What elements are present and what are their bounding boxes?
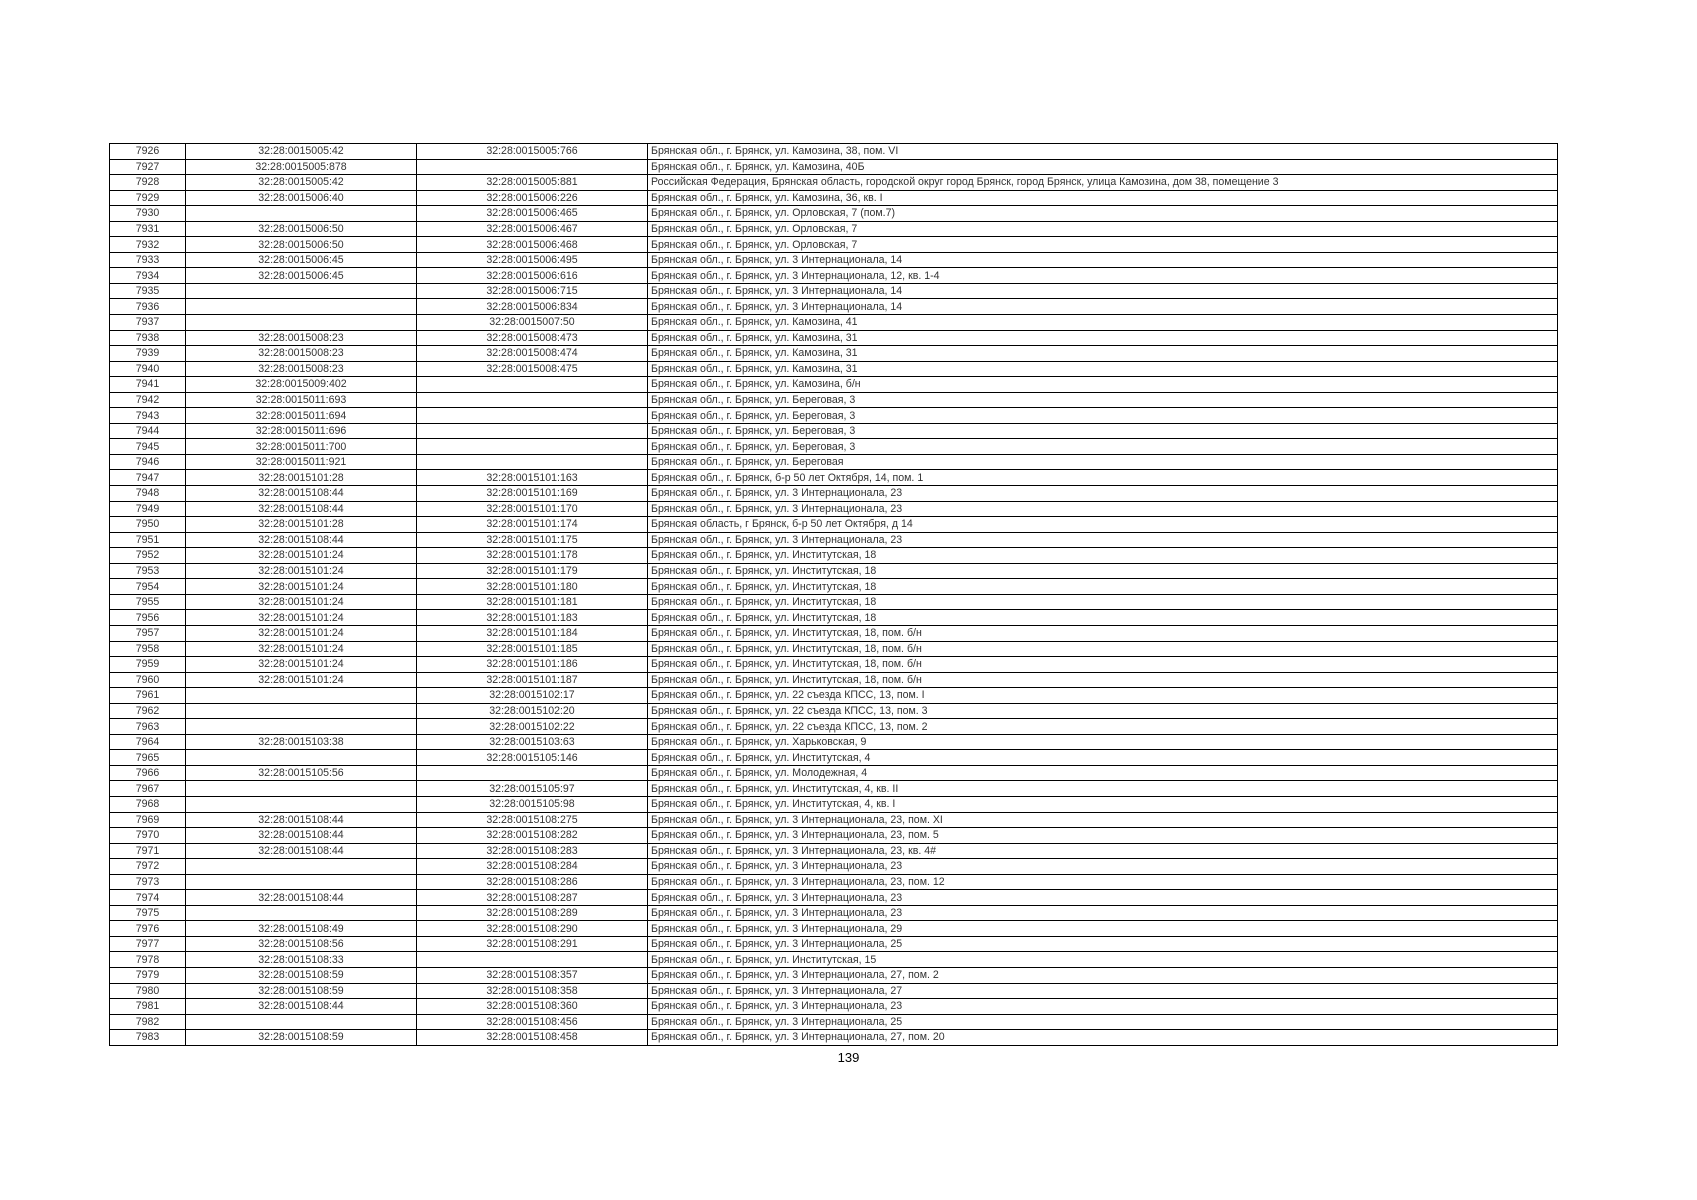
address-cell: Брянская обл., г. Брянск, ул. Молодежная, 4 bbox=[648, 765, 1558, 781]
row-number-cell: 7978 bbox=[110, 952, 186, 968]
cadastral-number-cell bbox=[186, 781, 417, 797]
row-number-cell: 7964 bbox=[110, 734, 186, 750]
address-cell: Брянская обл., г. Брянск, б-р 50 лет Октября, 14, пом. 1 bbox=[648, 470, 1558, 486]
row-number-cell: 7973 bbox=[110, 874, 186, 890]
table-row bbox=[110, 641, 1558, 657]
table-row bbox=[110, 967, 1558, 983]
object-cadastral-number-cell bbox=[417, 952, 648, 968]
address-cell: Брянская обл., г. Брянск, ул. 3 Интернационала, 27, пом. 2 bbox=[648, 967, 1558, 983]
table-row bbox=[110, 796, 1558, 812]
address-cell: Брянская обл., г. Брянск, ул. Институтская, 18 bbox=[648, 563, 1558, 579]
table-row bbox=[110, 672, 1558, 688]
object-cadastral-number-cell: 32:28:0015006:715 bbox=[417, 283, 648, 299]
address-cell: Брянская обл., г. Брянск, ул. 3 Интернационала, 23 bbox=[648, 905, 1558, 921]
address-cell: Брянская обл., г. Брянск, ул. Береговая, 3 bbox=[648, 392, 1558, 408]
table-row bbox=[110, 625, 1558, 641]
object-cadastral-number-cell: 32:28:0015108:289 bbox=[417, 905, 648, 921]
cadastral-number-cell: 32:28:0015108:59 bbox=[186, 967, 417, 983]
cadastral-number-cell bbox=[186, 283, 417, 299]
address-cell: Брянская обл., г. Брянск, ул. 3 Интернационала, 23 bbox=[648, 532, 1558, 548]
table-row bbox=[110, 563, 1558, 579]
table-row bbox=[110, 221, 1558, 237]
address-cell: Брянская обл., г. Брянск, ул. 3 Интернационала, 27, пом. 20 bbox=[648, 1030, 1558, 1046]
table-row bbox=[110, 408, 1558, 424]
cadastral-number-cell: 32:28:0015009:402 bbox=[186, 377, 417, 393]
table-row bbox=[110, 144, 1558, 160]
cadastral-number-cell: 32:28:0015108:44 bbox=[186, 501, 417, 517]
table-row bbox=[110, 439, 1558, 455]
address-cell: Брянская обл., г. Брянск, ул. 3 Интернационала, 23 bbox=[648, 890, 1558, 906]
row-number-cell: 7956 bbox=[110, 610, 186, 626]
address-cell: Брянская обл., г. Брянск, ул. Камозина, 40Б bbox=[648, 159, 1558, 175]
table-row bbox=[110, 859, 1558, 875]
cadastral-number-cell: 32:28:0015108:44 bbox=[186, 812, 417, 828]
table-row bbox=[110, 905, 1558, 921]
row-number-cell: 7966 bbox=[110, 765, 186, 781]
row-number-cell: 7936 bbox=[110, 299, 186, 315]
address-cell: Брянская обл., г. Брянск, ул. Камозина, 31 bbox=[648, 361, 1558, 377]
object-cadastral-number-cell: 32:28:0015101:174 bbox=[417, 517, 648, 533]
object-cadastral-number-cell: 32:28:0015108:357 bbox=[417, 967, 648, 983]
object-cadastral-number-cell: 32:28:0015006:465 bbox=[417, 206, 648, 222]
object-cadastral-number-cell: 32:28:0015102:20 bbox=[417, 703, 648, 719]
object-cadastral-number-cell: 32:28:0015101:186 bbox=[417, 657, 648, 673]
cadastral-number-cell: 32:28:0015101:24 bbox=[186, 610, 417, 626]
row-number-cell: 7940 bbox=[110, 361, 186, 377]
address-cell: Брянская обл., г. Брянск, ул. 3 Интернационала, 23, пом. 12 bbox=[648, 874, 1558, 890]
object-cadastral-number-cell bbox=[417, 423, 648, 439]
cadastral-number-cell bbox=[186, 703, 417, 719]
address-cell: Брянская обл., г. Брянск, ул. Камозина, 36, кв. I bbox=[648, 190, 1558, 206]
row-number-cell: 7959 bbox=[110, 657, 186, 673]
table-row bbox=[110, 268, 1558, 284]
table-row bbox=[110, 719, 1558, 735]
address-cell: Брянская обл., г. Брянск, ул. Камозина, 31 bbox=[648, 346, 1558, 362]
address-cell: Брянская обл., г. Брянск, ул. 3 Интернационала, 25 bbox=[648, 936, 1558, 952]
cadastral-number-cell: 32:28:0015008:23 bbox=[186, 330, 417, 346]
address-cell: Брянская обл., г. Брянск, ул. Институтская, 4, кв. I bbox=[648, 796, 1558, 812]
cadastral-number-cell: 32:28:0015006:45 bbox=[186, 268, 417, 284]
row-number-cell: 7962 bbox=[110, 703, 186, 719]
cadastral-number-cell: 32:28:0015011:921 bbox=[186, 454, 417, 470]
row-number-cell: 7979 bbox=[110, 967, 186, 983]
address-cell: Брянская обл., г. Брянск, ул. Институтская, 18, пом. б/н bbox=[648, 657, 1558, 673]
cadastral-number-cell: 32:28:0015108:33 bbox=[186, 952, 417, 968]
row-number-cell: 7965 bbox=[110, 750, 186, 766]
address-cell: Брянская обл., г. Брянск, ул. Камозина, 41 bbox=[648, 315, 1558, 331]
table-row bbox=[110, 237, 1558, 253]
object-cadastral-number-cell: 32:28:0015101:163 bbox=[417, 470, 648, 486]
table-row bbox=[110, 750, 1558, 766]
object-cadastral-number-cell: 32:28:0015101:181 bbox=[417, 594, 648, 610]
table-row bbox=[110, 874, 1558, 890]
object-cadastral-number-cell: 32:28:0015006:467 bbox=[417, 221, 648, 237]
object-cadastral-number-cell: 32:28:0015008:473 bbox=[417, 330, 648, 346]
address-cell: Брянская обл., г. Брянск, ул. 3 Интернационала, 23, кв. 4# bbox=[648, 843, 1558, 859]
table-row bbox=[110, 190, 1558, 206]
row-number-cell: 7967 bbox=[110, 781, 186, 797]
registry-sheet bbox=[109, 143, 1557, 1046]
object-cadastral-number-cell: 32:28:0015101:175 bbox=[417, 532, 648, 548]
row-number-cell: 7963 bbox=[110, 719, 186, 735]
object-cadastral-number-cell: 32:28:0015006:226 bbox=[417, 190, 648, 206]
address-cell: Брянская обл., г. Брянск, ул. 3 Интернационала, 23 bbox=[648, 999, 1558, 1015]
table-row bbox=[110, 377, 1558, 393]
object-cadastral-number-cell bbox=[417, 408, 648, 424]
address-cell: Брянская обл., г. Брянск, ул. 3 Интернационала, 23 bbox=[648, 486, 1558, 502]
object-cadastral-number-cell: 32:28:0015103:63 bbox=[417, 734, 648, 750]
cadastral-number-cell bbox=[186, 750, 417, 766]
cadastral-number-cell: 32:28:0015108:44 bbox=[186, 890, 417, 906]
table-row bbox=[110, 175, 1558, 191]
cadastral-number-cell: 32:28:0015006:45 bbox=[186, 252, 417, 268]
cadastral-number-cell: 32:28:0015101:24 bbox=[186, 657, 417, 673]
cadastral-number-cell: 32:28:0015108:44 bbox=[186, 828, 417, 844]
row-number-cell: 7933 bbox=[110, 252, 186, 268]
cadastral-number-cell: 32:28:0015103:38 bbox=[186, 734, 417, 750]
object-cadastral-number-cell bbox=[417, 439, 648, 455]
row-number-cell: 7928 bbox=[110, 175, 186, 191]
object-cadastral-number-cell bbox=[417, 454, 648, 470]
address-cell: Брянская обл., г. Брянск, ул. Камозина, 38, пом. VI bbox=[648, 144, 1558, 160]
row-number-cell: 7958 bbox=[110, 641, 186, 657]
object-cadastral-number-cell: 32:28:0015108:291 bbox=[417, 936, 648, 952]
table-row bbox=[110, 1014, 1558, 1030]
row-number-cell: 7961 bbox=[110, 688, 186, 704]
table-row bbox=[110, 392, 1558, 408]
cadastral-number-cell bbox=[186, 299, 417, 315]
address-cell: Брянская обл., г. Брянск, ул. Институтская, 4 bbox=[648, 750, 1558, 766]
table-row bbox=[110, 454, 1558, 470]
row-number-cell: 7981 bbox=[110, 999, 186, 1015]
cadastral-number-cell bbox=[186, 719, 417, 735]
object-cadastral-number-cell: 32:28:0015005:881 bbox=[417, 175, 648, 191]
row-number-cell: 7954 bbox=[110, 579, 186, 595]
address-cell: Российская Федерация, Брянская область, городской округ город Брянск, город Брянск, улица Камозина, дом 38, помещение 3 bbox=[648, 175, 1558, 191]
address-cell: Брянская обл., г. Брянск, ул. Харьковская, 9 bbox=[648, 734, 1558, 750]
row-number-cell: 7927 bbox=[110, 159, 186, 175]
cadastral-number-cell bbox=[186, 859, 417, 875]
row-number-cell: 7951 bbox=[110, 532, 186, 548]
table-row bbox=[110, 781, 1558, 797]
cadastral-number-cell: 32:28:0015006:50 bbox=[186, 237, 417, 253]
table-row bbox=[110, 470, 1558, 486]
cadastral-number-cell: 32:28:0015108:44 bbox=[186, 532, 417, 548]
table-row bbox=[110, 517, 1558, 533]
row-number-cell: 7934 bbox=[110, 268, 186, 284]
object-cadastral-number-cell: 32:28:0015101:179 bbox=[417, 563, 648, 579]
object-cadastral-number-cell: 32:28:0015101:185 bbox=[417, 641, 648, 657]
row-number-cell: 7969 bbox=[110, 812, 186, 828]
cadastral-number-cell: 32:28:0015108:59 bbox=[186, 983, 417, 999]
address-cell: Брянская обл., г. Брянск, ул. 3 Интернационала, 12, кв. 1-4 bbox=[648, 268, 1558, 284]
table-row bbox=[110, 936, 1558, 952]
registry-table bbox=[109, 143, 1558, 1046]
object-cadastral-number-cell: 32:28:0015005:766 bbox=[417, 144, 648, 160]
object-cadastral-number-cell: 32:28:0015007:50 bbox=[417, 315, 648, 331]
cadastral-number-cell bbox=[186, 905, 417, 921]
cadastral-number-cell: 32:28:0015108:49 bbox=[186, 921, 417, 937]
row-number-cell: 7974 bbox=[110, 890, 186, 906]
object-cadastral-number-cell: 32:28:0015108:458 bbox=[417, 1030, 648, 1046]
object-cadastral-number-cell: 32:28:0015006:834 bbox=[417, 299, 648, 315]
address-cell: Брянская обл., г. Брянск, ул. Орловская, 7 bbox=[648, 221, 1558, 237]
address-cell: Брянская обл., г. Брянск, ул. Институтская, 18, пом. б/н bbox=[648, 641, 1558, 657]
object-cadastral-number-cell: 32:28:0015105:146 bbox=[417, 750, 648, 766]
page-number: 139 bbox=[837, 1050, 860, 1065]
row-number-cell: 7983 bbox=[110, 1030, 186, 1046]
address-cell: Брянская обл., г. Брянск, ул. 3 Интернационала, 23 bbox=[648, 501, 1558, 517]
cadastral-number-cell: 32:28:0015101:24 bbox=[186, 594, 417, 610]
object-cadastral-number-cell: 32:28:0015108:283 bbox=[417, 843, 648, 859]
table-row bbox=[110, 159, 1558, 175]
object-cadastral-number-cell: 32:28:0015101:169 bbox=[417, 486, 648, 502]
row-number-cell: 7975 bbox=[110, 905, 186, 921]
row-number-cell: 7926 bbox=[110, 144, 186, 160]
address-cell: Брянская обл., г. Брянск, ул. Береговая bbox=[648, 454, 1558, 470]
cadastral-number-cell: 32:28:0015008:23 bbox=[186, 346, 417, 362]
address-cell: Брянская обл., г. Брянск, ул. 3 Интернационала, 29 bbox=[648, 921, 1558, 937]
cadastral-number-cell: 32:28:0015005:42 bbox=[186, 175, 417, 191]
object-cadastral-number-cell: 32:28:0015108:286 bbox=[417, 874, 648, 890]
cadastral-number-cell: 32:28:0015101:28 bbox=[186, 517, 417, 533]
address-cell: Брянская обл., г. Брянск, ул. 3 Интернационала, 27 bbox=[648, 983, 1558, 999]
address-cell: Брянская обл., г. Брянск, ул. 3 Интернационала, 14 bbox=[648, 252, 1558, 268]
row-number-cell: 7935 bbox=[110, 283, 186, 299]
table-row bbox=[110, 952, 1558, 968]
row-number-cell: 7944 bbox=[110, 423, 186, 439]
row-number-cell: 7957 bbox=[110, 625, 186, 641]
row-number-cell: 7970 bbox=[110, 828, 186, 844]
address-cell: Брянская обл., г. Брянск, ул. 3 Интернационала, 14 bbox=[648, 283, 1558, 299]
object-cadastral-number-cell: 32:28:0015101:183 bbox=[417, 610, 648, 626]
cadastral-number-cell bbox=[186, 206, 417, 222]
object-cadastral-number-cell: 32:28:0015108:287 bbox=[417, 890, 648, 906]
object-cadastral-number-cell: 32:28:0015105:98 bbox=[417, 796, 648, 812]
row-number-cell: 7939 bbox=[110, 346, 186, 362]
address-cell: Брянская обл., г. Брянск, ул. Камозина, б/н bbox=[648, 377, 1558, 393]
row-number-cell: 7943 bbox=[110, 408, 186, 424]
table-row bbox=[110, 252, 1558, 268]
object-cadastral-number-cell bbox=[417, 159, 648, 175]
row-number-cell: 7950 bbox=[110, 517, 186, 533]
table-row bbox=[110, 532, 1558, 548]
address-cell: Брянская обл., г. Брянск, ул. 3 Интернационала, 23, пом. 5 bbox=[648, 828, 1558, 844]
row-number-cell: 7960 bbox=[110, 672, 186, 688]
cadastral-number-cell: 32:28:0015006:50 bbox=[186, 221, 417, 237]
address-cell: Брянская обл., г. Брянск, ул. Институтская, 15 bbox=[648, 952, 1558, 968]
address-cell: Брянская обл., г. Брянск, ул. 22 съезда КПСС, 13, пом. I bbox=[648, 688, 1558, 704]
row-number-cell: 7929 bbox=[110, 190, 186, 206]
object-cadastral-number-cell: 32:28:0015108:284 bbox=[417, 859, 648, 875]
address-cell: Брянская обл., г. Брянск, ул. Орловская, 7 (пом.7) bbox=[648, 206, 1558, 222]
object-cadastral-number-cell bbox=[417, 377, 648, 393]
cadastral-number-cell: 32:28:0015011:693 bbox=[186, 392, 417, 408]
table-row bbox=[110, 346, 1558, 362]
table-row bbox=[110, 299, 1558, 315]
cadastral-number-cell bbox=[186, 1014, 417, 1030]
table-row bbox=[110, 812, 1558, 828]
table-row bbox=[110, 610, 1558, 626]
table-row bbox=[110, 206, 1558, 222]
object-cadastral-number-cell: 32:28:0015108:360 bbox=[417, 999, 648, 1015]
object-cadastral-number-cell bbox=[417, 765, 648, 781]
table-row bbox=[110, 688, 1558, 704]
cadastral-number-cell: 32:28:0015101:24 bbox=[186, 548, 417, 564]
cadastral-number-cell: 32:28:0015008:23 bbox=[186, 361, 417, 377]
address-cell: Брянская обл., г. Брянск, ул. Институтская, 18, пом. б/н bbox=[648, 625, 1558, 641]
cadastral-number-cell: 32:28:0015108:59 bbox=[186, 1030, 417, 1046]
address-cell: Брянская обл., г. Брянск, ул. Береговая, 3 bbox=[648, 439, 1558, 455]
row-number-cell: 7946 bbox=[110, 454, 186, 470]
cadastral-number-cell: 32:28:0015101:24 bbox=[186, 641, 417, 657]
table-row bbox=[110, 423, 1558, 439]
cadastral-number-cell: 32:28:0015011:696 bbox=[186, 423, 417, 439]
table-row bbox=[110, 579, 1558, 595]
object-cadastral-number-cell: 32:28:0015108:290 bbox=[417, 921, 648, 937]
object-cadastral-number-cell: 32:28:0015101:178 bbox=[417, 548, 648, 564]
table-row bbox=[110, 548, 1558, 564]
address-cell: Брянская обл., г. Брянск, ул. Институтская, 18, пом. б/н bbox=[648, 672, 1558, 688]
table-row bbox=[110, 983, 1558, 999]
table-row bbox=[110, 843, 1558, 859]
object-cadastral-number-cell bbox=[417, 392, 648, 408]
row-number-cell: 7932 bbox=[110, 237, 186, 253]
address-cell: Брянская обл., г. Брянск, ул. Институтская, 4, кв. II bbox=[648, 781, 1558, 797]
cadastral-number-cell: 32:28:0015011:694 bbox=[186, 408, 417, 424]
address-cell: Брянская обл., г. Брянск, ул. 22 съезда КПСС, 13, пом. 3 bbox=[648, 703, 1558, 719]
address-cell: Брянская обл., г. Брянск, ул. Институтская, 18 bbox=[648, 610, 1558, 626]
object-cadastral-number-cell: 32:28:0015006:468 bbox=[417, 237, 648, 253]
object-cadastral-number-cell: 32:28:0015102:17 bbox=[417, 688, 648, 704]
object-cadastral-number-cell: 32:28:0015101:184 bbox=[417, 625, 648, 641]
table-row bbox=[110, 1030, 1558, 1046]
cadastral-number-cell bbox=[186, 874, 417, 890]
table-row bbox=[110, 657, 1558, 673]
cadastral-number-cell bbox=[186, 688, 417, 704]
table-row bbox=[110, 921, 1558, 937]
row-number-cell: 7971 bbox=[110, 843, 186, 859]
cadastral-number-cell: 32:28:0015108:44 bbox=[186, 486, 417, 502]
cadastral-number-cell: 32:28:0015108:44 bbox=[186, 843, 417, 859]
table-row bbox=[110, 999, 1558, 1015]
cadastral-number-cell: 32:28:0015005:878 bbox=[186, 159, 417, 175]
address-cell: Брянская обл., г. Брянск, ул. Институтская, 18 bbox=[648, 548, 1558, 564]
object-cadastral-number-cell: 32:28:0015101:170 bbox=[417, 501, 648, 517]
row-number-cell: 7968 bbox=[110, 796, 186, 812]
address-cell: Брянская область, г Брянск, б-р 50 лет Октября, д 14 bbox=[648, 517, 1558, 533]
table-row bbox=[110, 283, 1558, 299]
row-number-cell: 7977 bbox=[110, 936, 186, 952]
object-cadastral-number-cell: 32:28:0015006:495 bbox=[417, 252, 648, 268]
address-cell: Брянская обл., г. Брянск, ул. Камозина, 31 bbox=[648, 330, 1558, 346]
cadastral-number-cell bbox=[186, 796, 417, 812]
object-cadastral-number-cell: 32:28:0015108:456 bbox=[417, 1014, 648, 1030]
row-number-cell: 7942 bbox=[110, 392, 186, 408]
row-number-cell: 7980 bbox=[110, 983, 186, 999]
row-number-cell: 7945 bbox=[110, 439, 186, 455]
row-number-cell: 7976 bbox=[110, 921, 186, 937]
object-cadastral-number-cell: 32:28:0015108:275 bbox=[417, 812, 648, 828]
address-cell: Брянская обл., г. Брянск, ул. 3 Интернационала, 25 bbox=[648, 1014, 1558, 1030]
table-row bbox=[110, 828, 1558, 844]
row-number-cell: 7937 bbox=[110, 315, 186, 331]
table-row bbox=[110, 890, 1558, 906]
cadastral-number-cell: 32:28:0015101:24 bbox=[186, 672, 417, 688]
row-number-cell: 7955 bbox=[110, 594, 186, 610]
address-cell: Брянская обл., г. Брянск, ул. Институтская, 18 bbox=[648, 579, 1558, 595]
registry-table-body bbox=[110, 144, 1558, 1046]
cadastral-number-cell: 32:28:0015011:700 bbox=[186, 439, 417, 455]
object-cadastral-number-cell: 32:28:0015101:187 bbox=[417, 672, 648, 688]
cadastral-number-cell: 32:28:0015108:56 bbox=[186, 936, 417, 952]
cadastral-number-cell: 32:28:0015005:42 bbox=[186, 144, 417, 160]
table-row bbox=[110, 703, 1558, 719]
row-number-cell: 7930 bbox=[110, 206, 186, 222]
address-cell: Брянская обл., г. Брянск, ул. 3 Интернационала, 14 bbox=[648, 299, 1558, 315]
row-number-cell: 7952 bbox=[110, 548, 186, 564]
cadastral-number-cell: 32:28:0015101:24 bbox=[186, 563, 417, 579]
object-cadastral-number-cell: 32:28:0015006:616 bbox=[417, 268, 648, 284]
table-row bbox=[110, 765, 1558, 781]
row-number-cell: 7953 bbox=[110, 563, 186, 579]
table-row bbox=[110, 330, 1558, 346]
object-cadastral-number-cell: 32:28:0015108:282 bbox=[417, 828, 648, 844]
row-number-cell: 7972 bbox=[110, 859, 186, 875]
address-cell: Брянская обл., г. Брянск, ул. Орловская, 7 bbox=[648, 237, 1558, 253]
row-number-cell: 7948 bbox=[110, 486, 186, 502]
cadastral-number-cell: 32:28:0015006:40 bbox=[186, 190, 417, 206]
row-number-cell: 7941 bbox=[110, 377, 186, 393]
row-number-cell: 7931 bbox=[110, 221, 186, 237]
object-cadastral-number-cell: 32:28:0015105:97 bbox=[417, 781, 648, 797]
object-cadastral-number-cell: 32:28:0015102:22 bbox=[417, 719, 648, 735]
row-number-cell: 7947 bbox=[110, 470, 186, 486]
table-row bbox=[110, 501, 1558, 517]
cadastral-number-cell: 32:28:0015101:28 bbox=[186, 470, 417, 486]
address-cell: Брянская обл., г. Брянск, ул. Береговая, 3 bbox=[648, 408, 1558, 424]
object-cadastral-number-cell: 32:28:0015108:358 bbox=[417, 983, 648, 999]
address-cell: Брянская обл., г. Брянск, ул. Береговая, 3 bbox=[648, 423, 1558, 439]
table-row bbox=[110, 361, 1558, 377]
object-cadastral-number-cell: 32:28:0015008:475 bbox=[417, 361, 648, 377]
table-row bbox=[110, 486, 1558, 502]
object-cadastral-number-cell: 32:28:0015008:474 bbox=[417, 346, 648, 362]
row-number-cell: 7982 bbox=[110, 1014, 186, 1030]
row-number-cell: 7949 bbox=[110, 501, 186, 517]
cadastral-number-cell: 32:28:0015101:24 bbox=[186, 625, 417, 641]
address-cell: Брянская обл., г. Брянск, ул. 22 съезда КПСС, 13, пом. 2 bbox=[648, 719, 1558, 735]
cadastral-number-cell bbox=[186, 315, 417, 331]
address-cell: Брянская обл., г. Брянск, ул. 3 Интернационала, 23 bbox=[648, 859, 1558, 875]
table-row bbox=[110, 315, 1558, 331]
cadastral-number-cell: 32:28:0015108:44 bbox=[186, 999, 417, 1015]
object-cadastral-number-cell: 32:28:0015101:180 bbox=[417, 579, 648, 595]
cadastral-number-cell: 32:28:0015105:56 bbox=[186, 765, 417, 781]
table-row bbox=[110, 734, 1558, 750]
address-cell: Брянская обл., г. Брянск, ул. 3 Интернационала, 23, пом. XI bbox=[648, 812, 1558, 828]
address-cell: Брянская обл., г. Брянск, ул. Институтская, 18 bbox=[648, 594, 1558, 610]
table-row bbox=[110, 594, 1558, 610]
row-number-cell: 7938 bbox=[110, 330, 186, 346]
cadastral-number-cell: 32:28:0015101:24 bbox=[186, 579, 417, 595]
